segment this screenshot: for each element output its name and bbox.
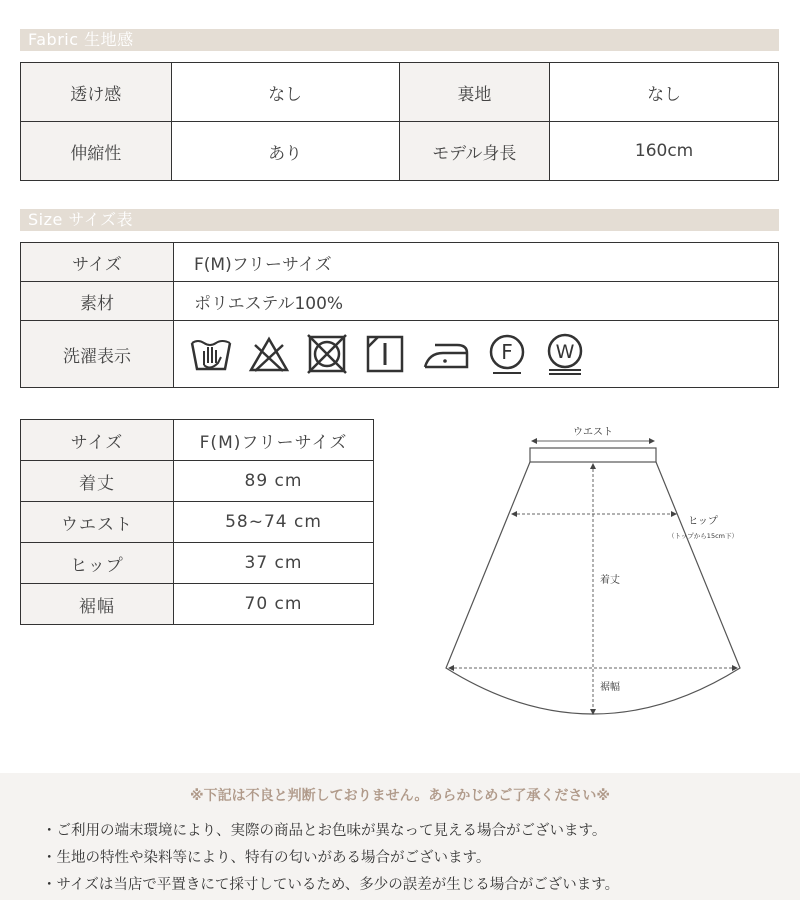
notice-box [0, 773, 800, 900]
fabric-table [20, 62, 779, 181]
table-row [21, 63, 779, 122]
table-row [21, 122, 779, 181]
table-row [21, 282, 779, 321]
dry-clean-f-letter: F [501, 340, 513, 364]
measure-label: ヒップ [21, 543, 174, 584]
table-row [21, 543, 374, 584]
fabric-value: あり [171, 122, 399, 181]
fabric-label: 裏地 [399, 63, 550, 122]
care-icons [175, 332, 777, 376]
fabric-value: 160cm [550, 122, 779, 181]
wet-clean-w-icon [543, 332, 587, 376]
table-row [21, 321, 779, 388]
material-label: 素材 [21, 282, 174, 321]
measure-value: F(M)フリーサイズ [174, 420, 374, 461]
wet-clean-w-letter: W [555, 341, 575, 363]
iron-low-icon [421, 333, 471, 375]
size-table [20, 242, 779, 388]
notice-line: ・ご利用の端末環境により、実際の商品とお色味が異なって見える場合がございます。 [42, 823, 607, 839]
table-row [21, 461, 374, 502]
size-section-header: Size サイズ表 [20, 209, 779, 231]
fabric-value: なし [550, 63, 779, 122]
notice-title: ※下記は不良と判断しておりません。あらかじめご了承ください※ [189, 788, 611, 804]
length-label: 着丈 [600, 575, 620, 586]
waist-band [530, 448, 656, 462]
fabric-value: なし [171, 63, 399, 122]
fabric-label: 透け感 [21, 63, 172, 122]
material-value: ポリエステル100% [174, 282, 779, 321]
size-value: F(M)フリーサイズ [174, 243, 779, 282]
size-label: サイズ [21, 243, 174, 282]
hem-label: 裾幅 [600, 682, 620, 693]
line-dry-shade-icon [363, 333, 407, 375]
no-tumble-dry-icon [305, 333, 349, 375]
hip-label: ヒップ [688, 516, 718, 527]
fabric-section-header: Fabric 生地感 [20, 29, 779, 51]
measure-label: 着丈 [21, 461, 174, 502]
table-row [21, 584, 374, 625]
hip-note: （トップから15cm下） [668, 532, 738, 540]
skirt-diagram [440, 420, 790, 730]
table-row [21, 243, 779, 282]
measure-value: 70 cm [174, 584, 374, 625]
table-row [21, 502, 374, 543]
fabric-label: モデル身長 [399, 122, 550, 181]
measure-label: ウエスト [21, 502, 174, 543]
notice-line: ・サイズは当店で平置きにて採寸しているため、多少の誤差が生じる場合がございます。 [42, 877, 620, 893]
dry-clean-f-icon [485, 332, 529, 376]
no-bleach-icon [247, 333, 291, 375]
measure-value: 58~74 cm [174, 502, 374, 543]
measurement-table [20, 419, 374, 625]
care-label: 洗濯表示 [21, 321, 174, 388]
waist-label: ウエスト [573, 427, 613, 438]
care-icons-cell [174, 321, 779, 388]
measure-value: 37 cm [174, 543, 374, 584]
hand-wash-icon [189, 333, 233, 375]
measure-value: 89 cm [174, 461, 374, 502]
measure-label: サイズ [21, 420, 174, 461]
notice-line: ・生地の特性や染料等により、特有の匂いがある場合がございます。 [42, 850, 491, 866]
measure-label: 裾幅 [21, 584, 174, 625]
table-row [21, 420, 374, 461]
fabric-label: 伸縮性 [21, 122, 172, 181]
